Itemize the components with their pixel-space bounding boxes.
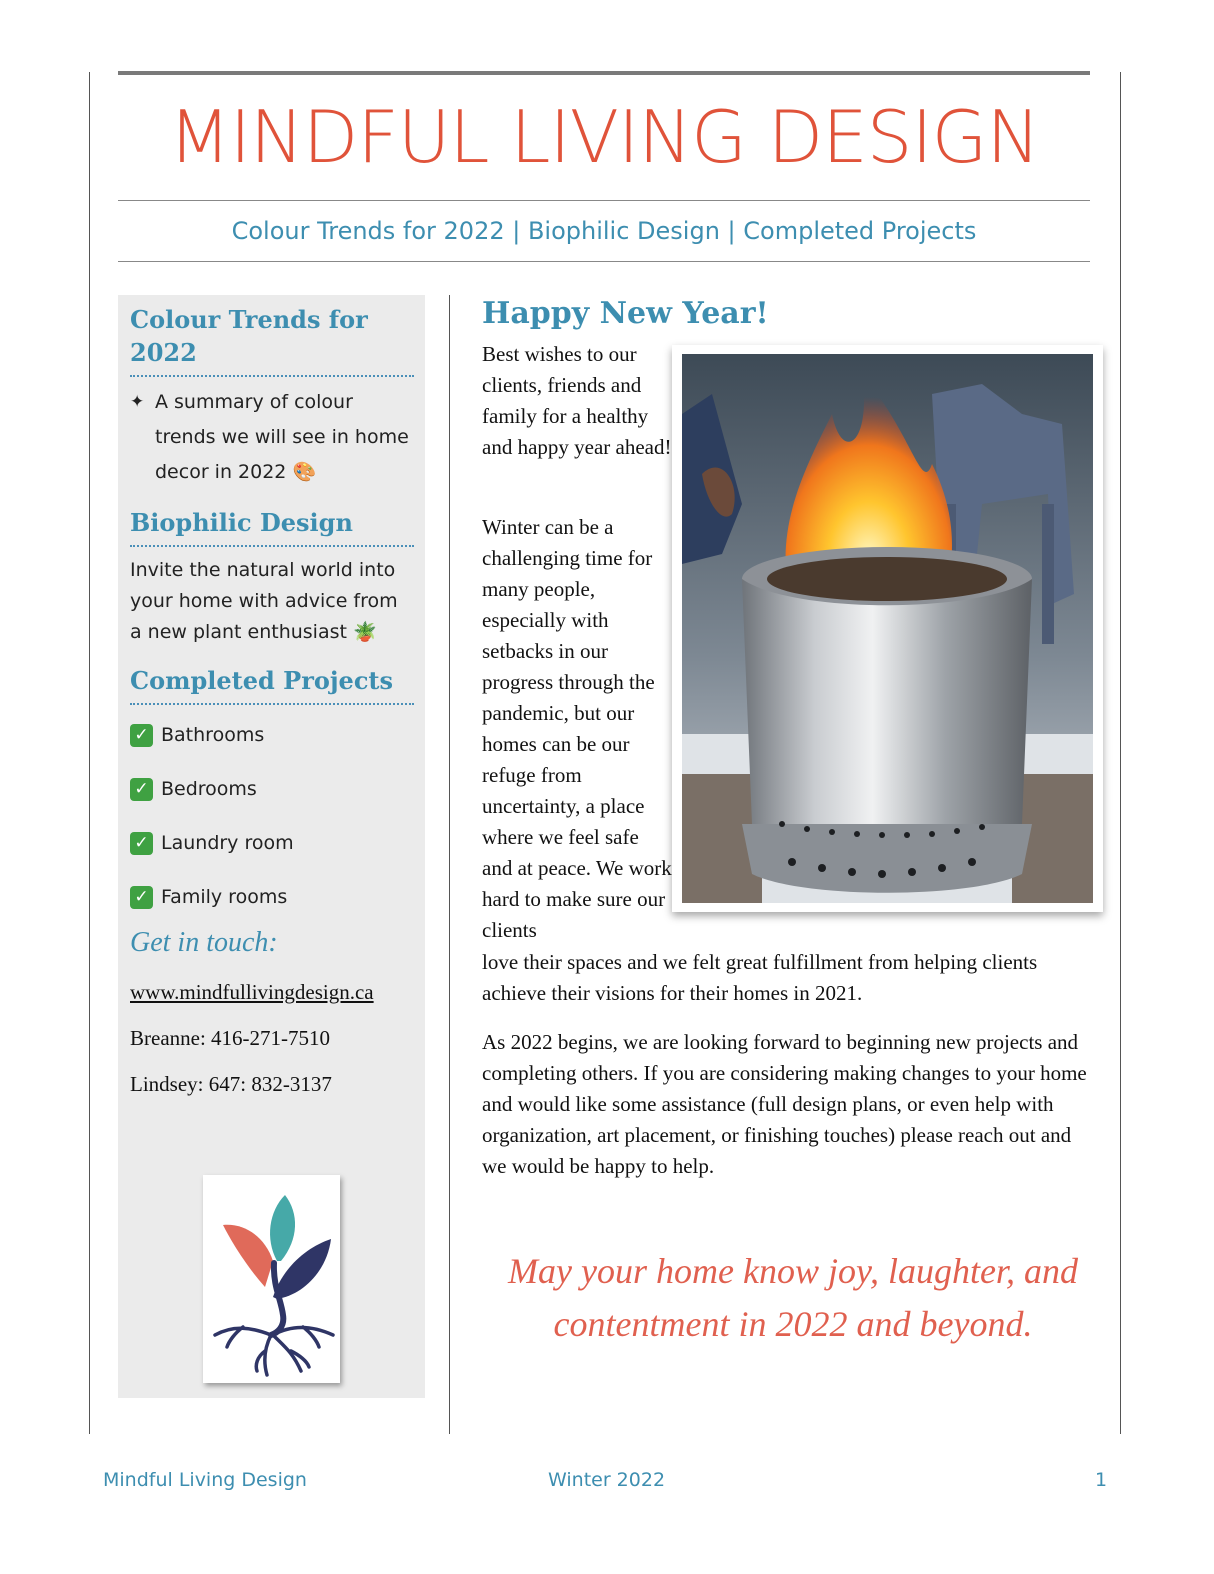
section-nav: Colour Trends for 2022 | Biophilic Design | Completed Projects	[231, 217, 977, 245]
main-heading: Happy New Year!	[482, 296, 769, 331]
palette-icon: 🎨	[292, 461, 317, 483]
column-divider	[449, 295, 450, 1434]
list-item	[130, 771, 414, 807]
check-icon: ✓	[130, 886, 153, 909]
closing-message: May your home know joy, laughter, and contentment in 2022 and beyond.	[508, 1251, 1078, 1344]
masthead-title: MINDFUL LIVING DESIGN	[168, 95, 1040, 179]
list-item-label: Family rooms	[161, 886, 288, 908]
masthead-rule	[118, 200, 1090, 201]
completed-projects-list	[130, 717, 414, 915]
check-icon: ✓	[130, 778, 153, 801]
footer-center: Winter 2022	[548, 1469, 666, 1491]
winter-paragraph-continued: love their spaces and we felt great fulfillment from helping clients achieve their visions for their homes in 2021.	[482, 950, 1038, 1005]
sidebar	[118, 295, 425, 1398]
list-item	[130, 879, 414, 915]
left-page-border	[89, 72, 90, 1434]
colour-trends-heading: Colour Trends for 2022	[130, 305, 368, 367]
intro-paragraph: Best wishes to our clients, friends and family for a healthy and happy year ahead!	[482, 342, 672, 459]
colour-trends-item	[130, 385, 414, 490]
fire-pit-image-icon	[682, 354, 1093, 903]
list-item	[130, 717, 414, 753]
page-number: 1	[1095, 1469, 1108, 1491]
completed-projects-heading: Completed Projects	[130, 666, 394, 695]
list-item-label: Bathrooms	[161, 724, 265, 746]
winter-paragraph-wrapped: Winter can be a challenging time for many people, especially with setbacks in our progress through the pandemic, but our homes can be our refuge from uncertainty, a place where we feel safe and at peace. We work hard to make sure our clients	[482, 515, 672, 942]
sprout-logo-icon	[203, 1175, 340, 1383]
contact-block	[130, 969, 414, 1107]
list-item-label: Bedrooms	[161, 778, 257, 800]
right-page-border	[1120, 72, 1121, 1434]
website-link[interactable]: www.mindfullivingdesign.ca	[130, 980, 374, 1004]
list-item-label: Laundry room	[161, 832, 294, 854]
check-icon: ✓	[130, 724, 153, 747]
dotted-divider	[130, 703, 414, 705]
dotted-divider	[130, 375, 414, 377]
fire-pit-photo	[672, 345, 1103, 912]
colour-trends-text: A summary of colour trends we will see in home decor in 2022	[155, 391, 409, 483]
nav-rule	[118, 261, 1090, 262]
phone-breanne: Breanne: 416-271-7510	[130, 1026, 331, 1050]
sparkle-icon: ✦	[130, 392, 145, 412]
footer-left: Mindful Living Design	[103, 1469, 307, 1491]
dotted-divider	[130, 545, 414, 547]
top-rule	[118, 71, 1090, 75]
biophilic-text-block	[130, 555, 414, 648]
outlook-paragraph: As 2022 begins, we are looking forward to beginning new projects and completing others. If you are considering making changes to your home and would like some assistance (full design plans, or even help with organization, art placement, or finishing touches) please reach out and we would be happy to help.	[482, 1030, 1087, 1178]
list-item	[130, 825, 414, 861]
logo	[203, 1175, 340, 1383]
get-in-touch-heading: Get in touch:	[130, 927, 278, 958]
biophilic-heading: Biophilic Design	[130, 508, 353, 537]
phone-lindsey: Lindsey: 647: 832-3137	[130, 1072, 332, 1096]
biophilic-text: Invite the natural world into your home with advice from a new plant enthusiast	[130, 559, 398, 643]
potted-plant-icon: 🪴	[353, 621, 377, 643]
check-icon: ✓	[130, 832, 153, 855]
